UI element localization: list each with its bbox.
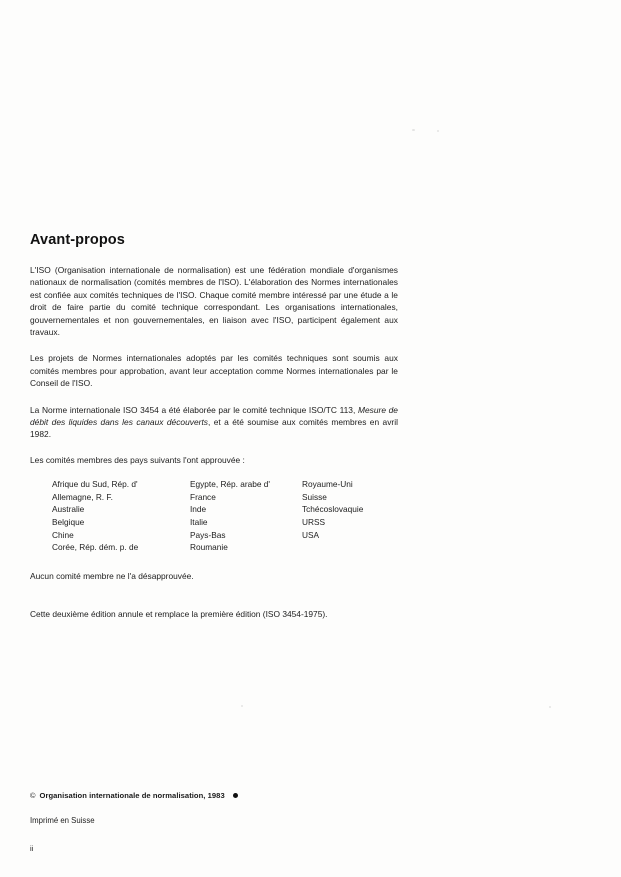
layout-spacer (30, 594, 590, 608)
list-item: Australie (52, 504, 85, 515)
list-item (302, 541, 590, 554)
no-disapproval-note: Aucun comité membre ne l'a désapprouvée. (30, 570, 194, 581)
standard-origin-tail: , et a été soumise aux comités membres en avril 1982. (30, 417, 398, 440)
list-item: Suisse (302, 491, 327, 502)
list-item: France (190, 491, 216, 502)
page-title: Avant-propos (30, 232, 125, 248)
list-item: Allemagne, R. F. (52, 491, 113, 502)
foreword-paragraph-2: Les projets de Normes internationales adoptés par les comités techniques sont soumis aux comités membres pour approbation, avant leur acceptation comme Normes internationales par le Conseil de l'ISO. (30, 353, 398, 389)
scan-speckle (412, 129, 415, 131)
list-item: Italie (190, 517, 208, 528)
list-item: Afrique du Sud, Rép. d' (52, 479, 138, 490)
copyright-text: Organisation internationale de normalisation, 1983 (39, 791, 225, 800)
scan-speckle (241, 705, 243, 707)
list-item: Chine (52, 529, 74, 540)
copyright-icon: © (30, 791, 36, 800)
scan-speckle (549, 706, 551, 708)
standard-origin-paragraph (30, 404, 398, 441)
member-countries-list (52, 478, 590, 554)
standard-title-italic: Mesure de débit des liquides dans les canaux découverts (30, 404, 398, 428)
document-body (30, 232, 590, 633)
list-item: Roumanie (190, 542, 228, 553)
members-intro: Les comités membres des pays suivants l'ont approuvée : (30, 454, 245, 465)
list-item: Pays-Bas (190, 529, 226, 540)
copyright-line (30, 791, 590, 800)
edition-note: Cette deuxième édition annule et remplace la première édition (ISO 3454-1975). (30, 609, 328, 620)
printed-in-note: Imprimé en Suisse (30, 816, 95, 825)
page-footer (30, 791, 590, 825)
layout-spacer (30, 554, 590, 570)
list-item: URSS (302, 517, 326, 528)
list-item: USA (302, 529, 320, 540)
scan-speckle (437, 130, 439, 132)
standard-origin-lead: La Norme internationale ISO 3454 a été élaborée par le comité technique ISO/TC 113, (30, 404, 356, 415)
list-item: Belgique (52, 517, 85, 528)
foreword-paragraph-1: L'ISO (Organisation internationale de normalisation) est une fédération mondiale d'organismes nationaux de normalisation (comités membres de l'ISO). L'élaboration des Normes internationales est confiée aux comités techniques de l'ISO. Chaque comité membre intéressé par une étude a le droit de faire partie du comité technique correspondant. Les organisations internationales, gouvernementales et non gouvernementales, en liaison avec l'ISO, participent également aux travaux. (30, 265, 398, 338)
list-item: Inde (190, 504, 207, 515)
list-item: Corée, Rép. dém. p. de (52, 542, 139, 553)
list-item: Tchécoslovaquie (302, 504, 364, 515)
page-number: ii (30, 844, 34, 853)
bullet-icon (233, 793, 238, 798)
list-item: Egypte, Rép. arabe d' (190, 479, 270, 490)
list-item: Royaume-Uni (302, 479, 353, 490)
